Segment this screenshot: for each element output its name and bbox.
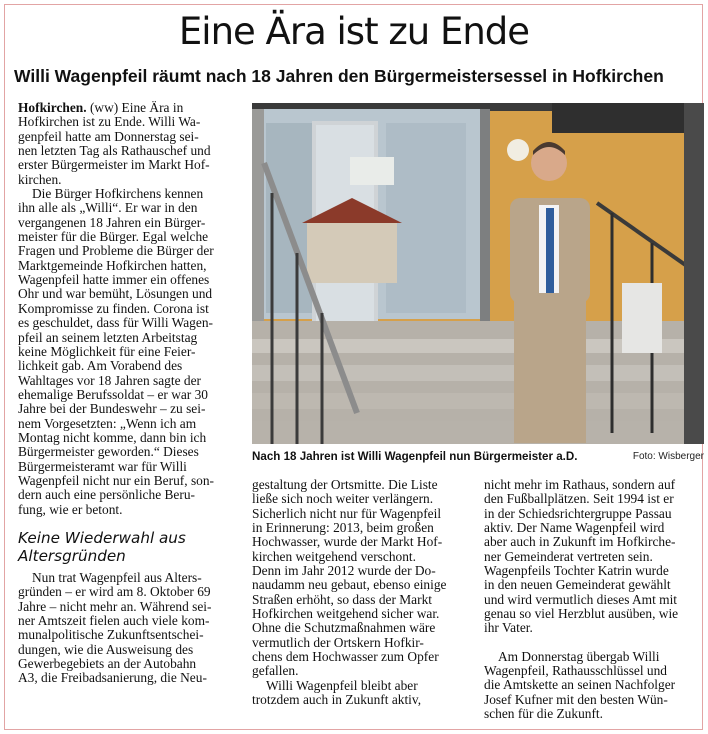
text-line: Wagenpfeil, Rathausschlüssel und xyxy=(484,663,668,679)
text-line: genau so viel Herzblut ausüben, wie xyxy=(484,606,679,622)
text-line: Gewerbegebiets an der Autobahn xyxy=(18,656,197,672)
dateline: Hofkirchen. xyxy=(18,100,87,115)
text-line: ner Gemeinderat vertreten sein. xyxy=(484,548,653,564)
text-line: Josef Kufner mit den besten Wün- xyxy=(484,691,668,707)
text-line: Bürgermeister geworden.“ Dieses xyxy=(18,444,199,460)
article-column-1 xyxy=(18,101,237,686)
text-line: dern auch eine persönliche Beru- xyxy=(18,487,195,503)
text-line: meister für die Bürger. Egal welche xyxy=(18,229,209,245)
text-line: Wagenpfeil hatte immer ein offenes xyxy=(18,272,210,288)
text-line: vergangenen 18 Jahren ein Bürger- xyxy=(18,214,206,230)
paragraph-3 xyxy=(18,571,237,686)
text-line: munalpolitische Zukunftsentschei- xyxy=(18,627,204,643)
caption-text: Nach 18 Jahren ist Willi Wagenpfeil nun Bürgermeister a.D. xyxy=(252,450,578,463)
paragraph-7 xyxy=(484,650,704,722)
text-line: ehemalige Berufssoldat – er war 30 xyxy=(18,386,209,402)
text-line: pfeil an seinem letzten Arbeitstag xyxy=(18,329,198,345)
text-line: in den neuen Gemeinderat gewählt xyxy=(484,577,671,593)
crosshead: Keine Wiederwahl aus Altersgründen xyxy=(18,528,186,565)
headline: Eine Ära ist zu Ende xyxy=(178,10,530,53)
text-line: Hochwasser, wurde der Markt Hof- xyxy=(252,534,443,550)
photo-credit: Foto: Wisberger xyxy=(632,451,704,462)
text-line: erster Bürgermeister im Markt Hof- xyxy=(18,157,210,173)
text-line: nem Vorgesetzten: „Wenn ich am xyxy=(18,415,197,431)
text-line: Bürgermeisteramt war für Willi xyxy=(18,458,187,474)
text-line: Wagenpfeils Tochter Katrin wurde xyxy=(484,563,669,579)
text-line: Hofkirchen ist zu Ende. Willi Wa- xyxy=(18,114,201,130)
text-line: gefallen. xyxy=(252,663,299,679)
text-line: Straßen erhöht, so dass der Markt xyxy=(252,591,432,607)
text-line: schen für die Zukunft. xyxy=(484,706,603,722)
text-line: Ohr und war bemüht, Lösungen und xyxy=(18,286,213,302)
text-line: fung, wie er betont. xyxy=(18,501,123,517)
text-line: ließe sich noch weiter verlängern. xyxy=(252,491,434,507)
article-column-3 xyxy=(484,478,704,722)
text-line: naudamm neu gebaut, ebenso einige xyxy=(252,577,447,593)
article-column-2 xyxy=(252,478,471,708)
text-line: Willi Wagenpfeil bleibt aber xyxy=(266,677,418,693)
paragraph-6 xyxy=(484,478,704,636)
text-line: Kompromisse zu finden. Corona ist xyxy=(18,300,209,316)
lead-paragraph xyxy=(18,101,237,187)
text-line: Nun trat Wagenpfeil aus Alters- xyxy=(32,569,202,585)
text-line: kirchen. xyxy=(18,171,62,187)
text-line: Marktgemeinde Hofkirchen hatten, xyxy=(18,257,207,273)
text-line: (ww) Eine Ära in xyxy=(89,100,184,115)
text-line: genpfeil hatte am Donnerstag sei- xyxy=(18,128,199,144)
text-line: Hofkirchen weitgehend sicher war. xyxy=(252,606,440,622)
photo-caption xyxy=(252,450,704,463)
text-line: chens dem Hochwasser zum Opfer xyxy=(252,649,439,665)
text-line: A3, die Freibadsanierung, die Neu- xyxy=(18,670,207,686)
text-line: trotzdem auch in Zukunft aktiv, xyxy=(252,692,422,708)
text-line: Denn im Jahr 2012 wurde der Do- xyxy=(252,563,436,579)
text-line: die Amtskette an seinen Nachfolger xyxy=(484,677,676,693)
paragraph-5 xyxy=(252,679,471,708)
text-line: Die Bürger Hofkirchens kennen xyxy=(32,186,204,202)
text-line: dungen, wie die Ausweisung des xyxy=(18,641,194,657)
text-line: gründen – er wird am 8. Oktober 69 xyxy=(18,584,211,600)
text-line: lichkeit gab. Am Vorabend des xyxy=(18,358,183,374)
text-line: Wagenpfeil nicht nur ein Beruf, son- xyxy=(18,472,215,488)
text-line: Jahre – nicht mehr an. Während sei- xyxy=(18,598,212,614)
text-line: kirchen weitgehend verschont. xyxy=(252,548,416,564)
text-line: Jahre bei der Bundeswehr – zu sei- xyxy=(18,401,206,417)
text-line: keine Möglichkeit für eine Feier- xyxy=(18,343,196,359)
text-line: ihn alle als „Willi“. Er war in den xyxy=(18,200,198,216)
article-photo xyxy=(252,103,704,444)
text-line: es geschuldet, dass für Willi Wagen- xyxy=(18,315,213,331)
paragraph-2 xyxy=(18,187,237,517)
text-line: Ohne die Schutzmaßnahmen wäre xyxy=(252,620,436,636)
text-line: in der Schiedsrichtergruppe Passau xyxy=(484,505,672,521)
text-line: den Fußballplätzen. Seit 1994 ist er xyxy=(484,491,674,507)
text-line: ner Amtszeit fielen auch viele kom- xyxy=(18,613,210,628)
paragraph-4 xyxy=(252,478,471,679)
text-line: aber auch in Zukunft im Hofkirche- xyxy=(484,534,676,550)
text-line: Am Donnerstag übergab Willi xyxy=(498,648,660,664)
text-line: in Erinnerung: 2013, beim großen xyxy=(252,520,434,536)
text-line: aktiv. Der Name Wagenpfeil wird xyxy=(484,520,665,536)
text-line: Fragen und Probleme die Bürger der xyxy=(18,243,214,259)
text-line: gestaltung der Ortsmitte. Die Liste xyxy=(252,477,438,492)
text-line: nen letzten Tag als Rathauschef und xyxy=(18,143,211,159)
text-line: nicht mehr im Rathaus, sondern auf xyxy=(484,477,676,492)
text-line: und wird vermutlich dieses Amt mit xyxy=(484,591,678,607)
text-line: Wahltages vor 18 Jahren sagte der xyxy=(18,372,201,388)
text-line: ihr Vater. xyxy=(484,620,533,636)
subheadline: Willi Wagenpfeil räumt nach 18 Jahren den Bürgermeistersessel in Hofkirchen xyxy=(14,66,664,86)
text-line: Montag nicht komme, dann bin ich xyxy=(18,429,207,445)
text-line: vermutlich der Ortskern Hofkir- xyxy=(252,634,424,650)
text-line: Sicherlich nicht nur für Wagenpfeil xyxy=(252,505,442,521)
